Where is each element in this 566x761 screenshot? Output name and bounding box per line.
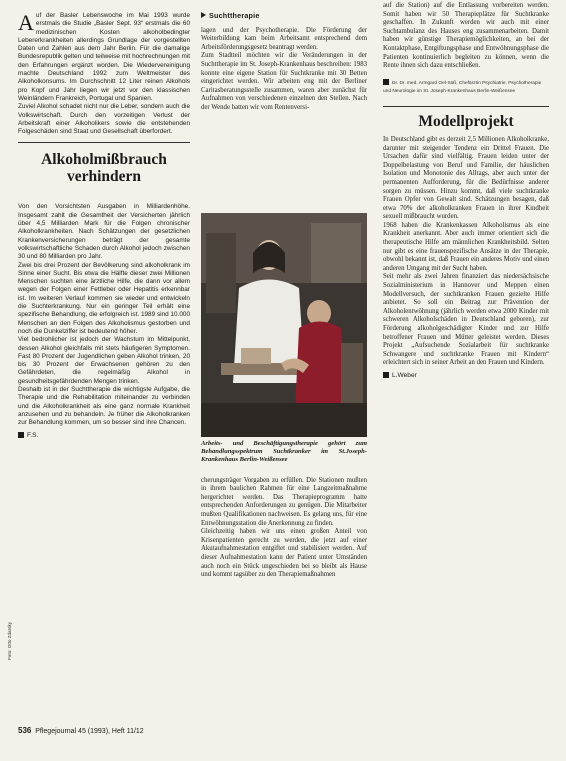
right-paragraph-1: auf die Station) auf die Entlassung vorbereiten werden. Somit haben wir 50 Therapieplätze für Suchtkranke geschaffen. In Zukunft werden wir auch mit einer Suchtambulanz des Hauses eng zusammenarbeiten. Damit haben wir günstige Therapiemöglichkeiten, an bei der Kontaktphase, Entgiftungsphase und Entwöhnungsphase die Patienten kontinuierlich begleiten zu können, wenn die Rente ihnen sich dazu entschließen. [383,2,549,70]
triangle-bullet-icon [201,12,206,18]
body-paragraph-3: Viel bedrohlicher ist jedoch der Wachstum im Mittelpunkt, dessen Alkohol gleichfalls mit stets häufigeren Symptomen. Fast 80 Prozent der Jugendlichen geben Alkohol trinken, 20 bis 30 Prozent der Erwachsenen gehören zu den Gefährdeten, die regelmäßig Alkohol in gesundheitsgefährdenden Mengen trinken. [18,336,190,385]
middle-paragraph-4: Gleichzeitig haben wir uns einen großen Anteil von Krisenpatienten gerecht zu werden, die jetzt auf einer Akutaufnahmestation entgiftet und stabilisiert werden. Auf dieser Aufnahmestation kann der Patient unter Umständen auch noch ein Stück ungeschieden bei so bleibt als Hause und kommt tagsüber zu den Therapiemaßnahmen [201,528,367,579]
author-line [18,432,190,440]
headline-modellprojekt: Modellprojekt [418,112,514,130]
intro-paragraph-2: Zuviel Alkohol schadet nicht nur die Leber, sondern auch die Volkswirtschaft. Durch den vorzeitigen Verlust der Arbeitskraft einer Alkoholikers sowie die entstehenden Folgeschäden sind Staat und Gesellschaft überfordert. [18,103,190,136]
middle-column [201,0,367,113]
end-square-icon [18,432,24,438]
divider [383,106,549,107]
section-tag-label: Suchttherapie [209,11,260,20]
photo-caption: Arbeits- und Beschäftigungstherapie gehört zum Behandlungsspektrum Suchtkranker im St.Joseph-Krankenhaus Berlin-Weißensee [201,440,367,464]
article-body-left [18,203,190,440]
end-square-icon [383,79,389,85]
middle-paragraph-1: lagen und der Psychotherapie. Die Förderung der Weiterbildung kam beim Arbeitsamt entsprechend dem Arbeitsförderungsgesetz beantragt werden. [201,26,367,51]
middle-column-lower [201,440,367,580]
page-footer [18,726,144,735]
article-body-middle-bottom [201,477,367,580]
intro-block [18,12,190,136]
affiliation-block [383,79,549,96]
therapy-photo [201,213,367,437]
headline-block [18,151,190,185]
photo-credit: Foto: Otto Zdarsky [7,621,12,660]
right-column [383,0,549,381]
middle-paragraph-3: cherungsträger Vorgaben zu erfüllen. Die Stationen mußten in ihrem baulichen Rahmen für eine Langzeitmaßnahme hergerichtet werden. Das Therapieprogramm hatte entsprechenden Anforderungen zu genügen. Die Mitarbeiter mußten Qualifikationen nachweisen. Es gelang uns, für eine Entwöhnungsstation die Anerkennung zu finden. [201,476,367,527]
headline-alkoholmissbrauch: Alkoholmißbrauch verhindern [41,151,167,186]
article-body-middle-top [201,27,367,113]
body-paragraph-1: Von den Vorsichtsten Ausgaben in Milliardenhöhe. Insgesamt zahlt die Gesamtheit der Versicherten jährlich über 4,5 Milliarden Mark für die Folgen chronischer Alkoholkrankheiten. Nach Schätzungen der gesetzlichen Krankenversicherungen beträgt der gesamte volkswirtschaftliche Schaden durch Alkohol jedoch zwischen 30 und 80 Milliarden pro Jahr. [18,203,190,261]
body-paragraph-2: Zwei bis drei Prozent der Bevölkerung sind alkoholkrank im Sinne einer Sucht. Bis etwa die Hälfte dieser zwei Millionen Menschen suchten eine ärztliche Hilfe, die dann vor allem wegen der Folgen einer Fettleber oder Hepatitis erkennbar ist. Im weiteren Verlauf kommen sie wieder und entwickeln die Suchterkrankung. Nur ein geringer Teil erhält eine spezifische Behandlung, die erfolgreich ist. 1989 sind 10.000 Menschen an den Folgen des Alkoholismus gestorben und noch die Dunkelziffer ist bedeutend höher. [18,261,190,335]
page-number: 536 [18,726,32,735]
right-paragraph-2: In Deutschland gibt es derzeit 2,5 Millionen Alkoholkranke, darunter mit steigender Tendenz ein Drittel Frauen. Die Ursachen dafür sind vielfältig. Frauen leiden unter der Doppelbelastung von Beruf und Familie, der häuslichen Isolation und Monotonie des Alltags, aber auch unter der permanenten Aufforderung, für die Bedürfnisse anderer sorgen zu müssen. Hinzu kommt, daß viele suchtkranke Frauen Opfer von Gewalt sind. Schätzungen besagen, daß etwa 70% der alkoholkranken Frauen in ihrer Kindheit sexuell mißbraucht wurden. [383,135,549,221]
intro-paragraph: uf der Basler Lebenswoche im Mai 1993 wurde erstmals die Studie „Basler Sept. 93“ erstmals die 60 medizinischen Kosten alkoholbedingter Lebererkrankheiten allerdings Grundlage der vorgestellten Daten und Zahlen aus dem Jahr Berlin. Für die damalige Bundesrepublik gelten und teilweise mit hochrechnungen mit den Erfahrungen ergänzt worden. Die Wiedervereinigung machte Deutschland 1992 zum Weltmeister des Alkoholkonsums. Im Durchschnitt 12 Liter reinen Alkohols pro Kopf und Jahr liegen wir jetzt vor den klassischen Weinländern Frankreich, Portugal und Spanien. [18,12,190,102]
divider [18,142,190,143]
left-column [18,0,190,441]
author-name: L.Weber [392,371,417,379]
drop-cap: A [18,10,34,35]
body-paragraph-4: Deshalb ist in der Suchttherapie die wichtigste Aufgabe, die Therapie und die Rehabilitation miteinander zu verbinden und die Alkoholkrankheit als eine ganz normale Krankheit anzusehen und zu behandeln. Je früher die Alkoholkranken zur Behandlung kommen, um so besser sind ihre Chancen. [18,385,190,427]
article-body-right [383,136,549,381]
right-paragraph-3: 1968 haben die Krankenkassen Alkoholismus als eine Krankheit anerkannt. Aber auch immer orientiert sich die therapeutische Hilfe am männlichen Krankheitsbild. Selten nur gibt es eine frauenspezifische Ansätze in der Therapie, obwohl bekannt ist, daß Frauen ein anderes Motiv und einen anderen Umgang mit der Sucht haben. [383,221,549,272]
section-tag [201,12,367,21]
author-affiliation: Dr. Dr. med. Armgard Oel-Süß, Chefärztin Psychiatrie, Psychotherapie und Neurologie im St. Joseph-Krankenhaus Berlin-Weißensee [383,80,542,95]
article-body-right-top [383,2,549,71]
end-square-icon [383,372,389,378]
therapy-photo-illustration [201,213,367,437]
middle-paragraph-2: Zum Stadtteil möchten wir die Veränderungen in der Suchttherapie im St. Joseph-Krankenhaus beschreiben: 1983 konnte eine eigene Station für Suchtkranke mit 30 Betten eingerichtet werden. Wir arbeiten eng mit der Berliner Caritasberatungsstelle zusammen, waren aber zunächst für Aufnahmen von verschiedenen einzelnen den Stellen. Nach der Wende hatten wir vom Rentenversi- [201,52,367,111]
author-line-right [383,372,549,381]
right-paragraph-4: Seit mehr als zwei Jahren finanziert das niedersächsische Sozialministerium in Hannover und Meppen einen Modellversuch, der suchtkranken Frauen gezielte Hilfe anbietet. So soll ein Beitrag zur Prävention der Alkoholentwöhnung (jährlich werden etwa 2000 Kinder mit schweren Alkoholschäden in Deutschland geboren), zur Förderung alkoholgeschädigter Kinder und zur Hilfe betroffener Frauen und Mütter geleistet werden. Dieses Projekt „Aufsuchende Sozialarbeit für suchtkranke Schwangere und suchtkranke Frauen mit Kindern“ erleichtert sich in seiner Arbeit an den Frauen und Kindern. [383,273,549,367]
author-initials: F.S. [27,432,39,440]
journal-reference: Pflegejournal 45 (1993), Heft 11/12 [35,728,144,735]
